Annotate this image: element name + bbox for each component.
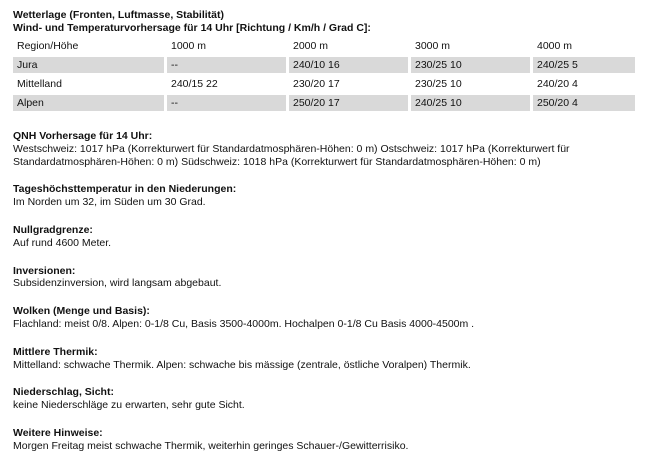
section-inversions [13,265,650,291]
table-cell: -- [167,57,286,73]
section-max-temperature [13,183,650,209]
section-title: Mittlere Thermik: [13,345,98,358]
section-further-notes [13,427,650,453]
column-header-1000m: 1000 m [171,39,207,52]
table-cell: Alpen [13,95,164,111]
section-title: Nullgradgrenze: [13,223,93,236]
section-title: Tageshöchsttemperatur in den Niederungen: [13,183,237,196]
section-precipitation [13,386,650,412]
section-text: Mittelland: schwache Thermik. Alpen: schwache bis mässige (zentrale, östliche Voralpen) Thermik. [13,358,471,371]
section-title: Wolken (Menge und Basis): [13,305,150,318]
table-row-mittelland [13,76,635,92]
section-clouds [13,305,650,331]
table-cell: 230/25 10 [415,77,462,90]
section-thermals [13,346,650,372]
table-cell: 230/25 10 [411,57,530,73]
table-cell: 240/25 5 [533,57,635,73]
table-row-jura [13,57,635,73]
section-text: keine Niederschläge zu erwarten, sehr gute Sicht. [13,399,245,412]
table-cell: 250/20 4 [533,95,635,111]
table-row-alpen [13,95,635,111]
section-title: QNH Vorhersage für 14 Uhr: [13,130,153,142]
wind-temperature-table [10,35,638,114]
table-cell: 240/15 22 [171,77,218,90]
column-header-2000m: 2000 m [293,39,329,52]
column-header-4000m: 4000 m [537,39,573,52]
section-qnh [13,130,650,168]
section-title: Inversionen: [13,264,76,277]
section-text: Standardatmosphären-Höhen: 0 m) Südschweiz: 1018 hPa (Korrekturwert für Standardatmosphären-Höhen: 0 m) [13,155,541,168]
section-title: Weitere Hinweise: [13,426,103,439]
column-header-3000m: 3000 m [415,39,451,52]
table-header-row [13,38,635,54]
report-subtitle: Wind- und Temperaturvorhersage für 14 Uhr [Richtung / Km/h / Grad C]: [13,22,371,34]
section-text: Flachland: meist 0/8. Alpen: 0-1/8 Cu, Basis 3500-4000m. Hochalpen 0-1/8 Cu Basis 4000-4500m . [13,317,475,330]
table-cell: 250/20 17 [289,95,408,111]
table-cell: 240/20 4 [537,77,578,90]
section-text: Subsidenzinversion, wird langsam abgebaut. [13,277,222,290]
section-text: Morgen Freitag meist schwache Thermik, weiterhin geringes Schauer-/Gewitterrisiko. [13,439,409,452]
report-title: Wetterlage (Fronten, Luftmasse, Stabilität) [13,9,224,21]
section-title: Niederschlag, Sicht: [13,386,114,399]
table-cell: -- [167,95,286,111]
table-cell: Mittelland [17,77,62,90]
table-cell: 230/20 17 [293,77,340,90]
section-text: Auf rund 4600 Meter. [13,236,112,249]
column-header-region: Region/Höhe [17,39,79,52]
table-cell: 240/25 10 [411,95,530,111]
section-text: Westschweiz: 1017 hPa (Korrekturwert für Standardatmosphären-Höhen: 0 m) Ostschweiz: 1017 hPa (Korrekturwert für [13,142,570,155]
table-cell: Jura [13,57,164,73]
table-cell: 240/10 16 [289,57,408,73]
section-text: Im Norden um 32, im Süden um 30 Grad. [13,196,206,209]
section-freezing-level [13,224,650,250]
